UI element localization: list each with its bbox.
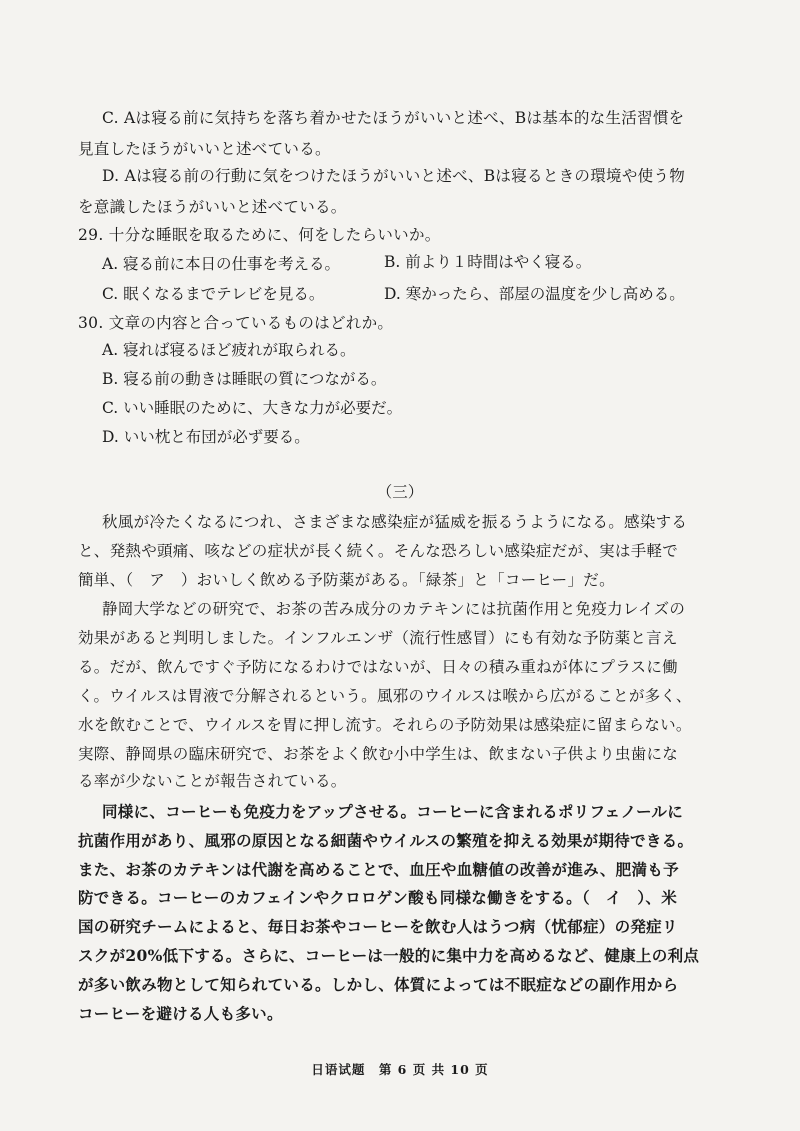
q28-option-d-line1: D. Aは寝る前の行動に気をつけたほうがいいと述べ、Bは寝るときの環境や使う物 (102, 167, 686, 185)
q28-option-c-line2: 見直したほうがいいと述べている。 (78, 140, 331, 158)
section-title: （三） (376, 483, 424, 501)
q29-option-b: B. 前より１時間はやく寝る。 (384, 253, 592, 271)
passage-line: コーヒーを避ける人も多い。 (78, 1004, 283, 1023)
passage-line: と、発熱や頭痛、咳などの症状が長く続く。そんな恐ろしい感染症だが、実は手軽で (78, 542, 679, 560)
q30-option-a: A. 寝れば寝るほど疲れが取られる。 (102, 341, 356, 359)
passage-line: る率が少ないことが報告されている。 (78, 772, 347, 790)
passage-line: が多い飲み物として知られている。しかし、体質によっては不眠症などの副作用から (78, 975, 679, 994)
q29-option-a: A. 寝る前に本日の仕事を考える。 (102, 255, 341, 273)
passage-line: る。だが、飲んですぐ予防になるわけではないが、日々の積み重ねが体にプラスに働 (78, 658, 678, 676)
q30-question: 30. 文章の内容と合っているものはどれか。 (78, 314, 394, 332)
passage-line: 防できる。コーヒーのカフェインやクロロゲン酸も同様な働きをする。（ イ ）、米 (78, 888, 677, 907)
passage-line: 同様に、コーヒーも免疫力をアップさせる。コーヒーに含まれるポリフェノールに (102, 802, 684, 821)
q30-option-d: D. いい枕と布団が必ず要る。 (102, 428, 310, 446)
passage-line: 簡単、（ ア ）おいしく飲める予防薬がある。「緑茶」と「コーヒー」だ。 (78, 571, 615, 589)
q28-option-d-line2: を意識したほうがいいと述べている。 (78, 198, 347, 216)
passage-line: 国の研究チームによると、毎日お茶やコーヒーを飲む人はうつ病（忧郁症）の発症リ (78, 917, 678, 936)
q29-question: 29. 十分な睡眠を取るために、何をしたらいいか。 (78, 226, 441, 244)
q28-option-c-line1: C. Aは寝る前に気持ちを落ち着かせたほうがいいと述べ、Bは基本的な生活習慣を (102, 109, 685, 127)
passage-line: 水を飲むことで、ウイルスを胃に押し流す。それらの予防効果は感染症に留まらない。 (78, 716, 692, 734)
q29-option-d: D. 寒かったら、部屋の温度を少し高める。 (384, 285, 685, 303)
passage-line: く。ウイルスは胃液で分解されるという。風邪のウイルスは喉から広がることが多く、 (78, 687, 692, 705)
passage-line: 秋風が冷たくなるにつれ、さまざまな感染症が猛威を振るうようになる。感染する (102, 513, 688, 531)
passage-line: スクが20%低下する。さらに、コーヒーは一般的に集中力を高めるなど、健康上の利点 (78, 946, 700, 965)
passage-line: 静岡大学などの研究で、お茶の苦み成分のカテキンには抗菌作用と免疫力レイズの (102, 600, 686, 618)
passage-line: また、お茶のカテキンは代謝を高めることで、血圧や血糖値の改善が進み、肥満も予 (78, 860, 679, 879)
passage-line: 実際、静岡県の臨床研究で、お茶をよく飲む小中学生は、飲まない子供より虫歯にな (78, 745, 679, 763)
page-footer: 日语试题 第 6 页 共 10 页 (311, 1062, 489, 1077)
q30-option-c: C. いい睡眠のために、大きな力が必要だ。 (102, 399, 403, 417)
passage-line: 効果があると判明しました。インフルエンザ（流行性感冒）にも有効な予防薬と言え (78, 629, 678, 647)
q29-option-c: C. 眠くなるまでテレビを見る。 (102, 285, 325, 303)
passage-line: 抗菌作用があり、風邪の原因となる細菌やウイルスの繁殖を抑える効果が期待できる。 (78, 831, 694, 850)
q30-option-b: B. 寝る前の動きは睡眠の質につながる。 (102, 370, 387, 388)
